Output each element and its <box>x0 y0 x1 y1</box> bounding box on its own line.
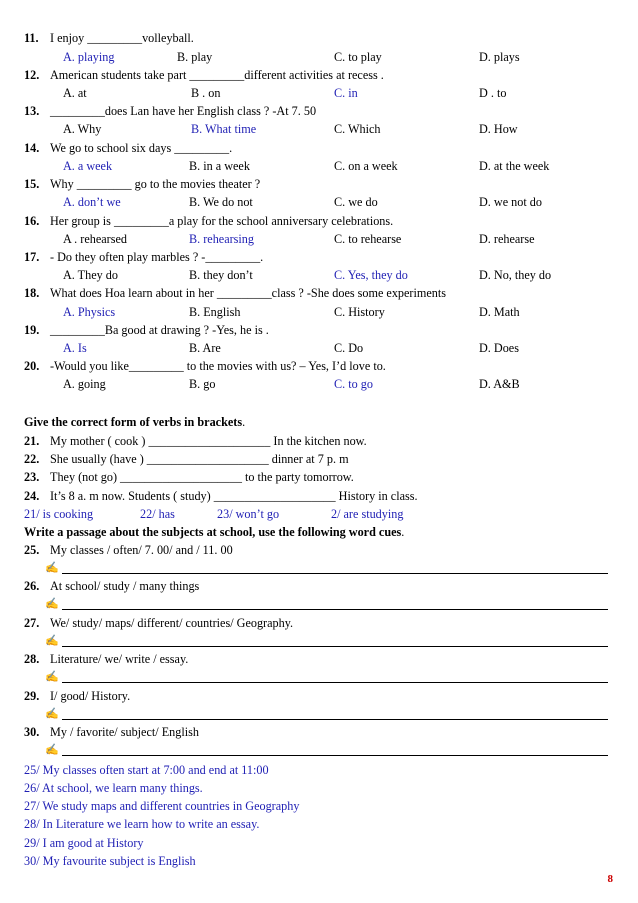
verb-item-row <box>0 453 638 469</box>
question-row <box>0 287 638 303</box>
option-b: B. in a week <box>189 159 250 173</box>
option-b: B. they don’t <box>189 268 253 282</box>
options-row <box>0 378 638 394</box>
verb-answer: 21/ is cooking <box>24 507 94 521</box>
item-text: I/ good/ History. <box>50 689 131 703</box>
passage-item-row <box>0 726 638 742</box>
writing-line-row <box>0 599 638 615</box>
writing-hand-icon: ✍ <box>45 635 59 647</box>
question-text: What does Hoa learn about in her _________class ? -She does some experiments <box>50 286 446 300</box>
item-text: At school/ study / many things <box>50 579 200 593</box>
passage-answer: 25/ My classes often start at 7:00 and end at 11:00 <box>24 763 269 777</box>
question-text: Her group is _________a play for the school anniversary celebrations. <box>50 214 394 228</box>
writing-line-row <box>0 563 638 579</box>
writing-line-row <box>0 709 638 725</box>
item-text: It’s 8 a. m now. Students ( study) ____________________ History in class. <box>50 489 418 503</box>
option-b: B . on <box>191 86 221 100</box>
option-c: C. in <box>334 86 358 100</box>
question-row <box>0 142 638 158</box>
section-heading <box>0 526 638 542</box>
item-number: 28. <box>24 652 40 666</box>
question-row <box>0 32 638 48</box>
option-d: D . to <box>479 86 507 100</box>
title-period: . <box>242 415 246 429</box>
question-text: _________does Lan have her English class ? -At 7. 50 <box>50 104 317 118</box>
passage-answer: 28/ In Literature we learn how to write an essay. <box>24 817 260 831</box>
question-text: I enjoy _________volleyball. <box>50 31 194 45</box>
option-a: A. don’t we <box>63 195 121 209</box>
option-c: C. to go <box>334 377 373 391</box>
item-text: My / favorite/ subject/ English <box>50 725 199 739</box>
option-d: D. No, they do <box>479 268 552 282</box>
option-b: B. go <box>189 377 216 391</box>
item-text: Literature/ we/ write / essay. <box>50 652 189 666</box>
question-row <box>0 324 638 340</box>
verb-item-row <box>0 435 638 451</box>
verbs-section-title: Give the correct form of verbs in brackets <box>24 415 243 429</box>
item-text: They (not go) ____________________ to the party tomorrow. <box>50 470 354 484</box>
item-number: 30. <box>24 725 40 739</box>
option-c: C. to rehearse <box>334 232 402 246</box>
question-number: 12. <box>24 68 40 82</box>
verb-answers-row <box>0 508 638 524</box>
answer-blank-line[interactable] <box>62 709 608 720</box>
option-d: D. at the week <box>479 159 550 173</box>
question-row <box>0 178 638 194</box>
option-a: A. going <box>63 377 106 391</box>
option-a: A . rehearsed <box>63 232 127 246</box>
option-c: C. to play <box>334 50 382 64</box>
question-text: -Would you like_________ to the movies with us? – Yes, I’d love to. <box>50 359 386 373</box>
question-number: 16. <box>24 214 40 228</box>
passage-item-row <box>0 617 638 633</box>
options-row <box>0 233 638 249</box>
item-number: 23. <box>24 470 40 484</box>
option-a: A. Physics <box>63 305 116 319</box>
option-a: A. Why <box>63 122 102 136</box>
passage-answer: 26/ At school, we learn many things. <box>24 781 203 795</box>
question-number: 13. <box>24 104 40 118</box>
option-c: C. we do <box>334 195 378 209</box>
writing-line-row <box>0 745 638 761</box>
writing-hand-icon: ✍ <box>45 598 59 610</box>
option-a: A. playing <box>63 50 115 64</box>
option-d: D. we not do <box>479 195 542 209</box>
option-d: D. rehearse <box>479 232 535 246</box>
passage-answer: 30/ My favourite subject is English <box>24 854 196 868</box>
passage-item-row <box>0 690 638 706</box>
question-text: We go to school six days _________. <box>50 141 233 155</box>
options-row <box>0 342 638 358</box>
item-text: We/ study/ maps/ different/ countries/ Geography. <box>50 616 294 630</box>
passage-item-row <box>0 544 638 560</box>
passage-answer: 27/ We study maps and different countries in Geography <box>24 799 300 813</box>
options-row <box>0 51 638 67</box>
question-number: 18. <box>24 286 40 300</box>
option-b: B. What time <box>191 122 257 136</box>
question-row <box>0 105 638 121</box>
question-text: - Do they often play marbles ? -_________. <box>50 250 264 264</box>
question-row <box>0 251 638 267</box>
title-period: . <box>401 525 405 539</box>
item-text: She usually (have ) ____________________ dinner at 7 p. m <box>50 452 349 466</box>
answer-blank-line[interactable] <box>62 563 608 574</box>
passage-item-row <box>0 580 638 596</box>
question-row <box>0 215 638 231</box>
option-c: C. History <box>334 305 385 319</box>
option-b: B. English <box>189 305 241 319</box>
verb-answer: 22/ has <box>140 507 175 521</box>
option-d: D. A&B <box>479 377 520 391</box>
answer-blank-line[interactable] <box>62 745 608 756</box>
item-number: 21. <box>24 434 40 448</box>
item-number: 22. <box>24 452 40 466</box>
writing-hand-icon: ✍ <box>45 708 59 720</box>
options-row <box>0 123 638 139</box>
question-number: 17. <box>24 250 40 264</box>
option-b: B. rehearsing <box>189 232 254 246</box>
passage-item-row <box>0 653 638 669</box>
answer-blank-line[interactable] <box>62 599 608 610</box>
options-row <box>0 196 638 212</box>
question-number: 11. <box>24 31 39 45</box>
options-row <box>0 269 638 285</box>
passage-answer: 29/ I am good at History <box>24 836 144 850</box>
page-number: 8 <box>607 873 613 885</box>
writing-hand-icon: ✍ <box>45 562 59 574</box>
verb-answer: 23/ won’t go <box>217 507 280 521</box>
passage-section-title: Write a passage about the subjects at school, use the following word cues <box>24 525 402 539</box>
option-a: A. at <box>63 86 87 100</box>
answer-blank-line[interactable] <box>62 672 608 683</box>
question-number: 19. <box>24 323 40 337</box>
question-number: 15. <box>24 177 40 191</box>
verb-item-row <box>0 471 638 487</box>
question-row <box>0 69 638 85</box>
item-text: My classes / often/ 7. 00/ and / 11. 00 <box>50 543 233 557</box>
question-number: 14. <box>24 141 40 155</box>
option-d: D. plays <box>479 50 520 64</box>
answer-blank-line[interactable] <box>62 636 608 647</box>
option-c: C. Which <box>334 122 381 136</box>
item-number: 26. <box>24 579 40 593</box>
question-row <box>0 360 638 376</box>
question-number: 20. <box>24 359 40 373</box>
option-a: A. a week <box>63 159 113 173</box>
item-text: My mother ( cook ) ____________________ In the kitchen now. <box>50 434 367 448</box>
item-number: 25. <box>24 543 40 557</box>
option-c: C. Do <box>334 341 364 355</box>
verb-answer: 2/ are studying <box>331 507 404 521</box>
item-number: 24. <box>24 489 40 503</box>
writing-hand-icon: ✍ <box>45 671 59 683</box>
writing-hand-icon: ✍ <box>45 744 59 756</box>
options-row <box>0 87 638 103</box>
question-text: Why _________ go to the movies theater ? <box>50 177 261 191</box>
question-text: American students take part _________different activities at recess . <box>50 68 384 82</box>
item-number: 27. <box>24 616 40 630</box>
option-b: B. play <box>177 50 213 64</box>
verb-item-row <box>0 490 638 506</box>
option-d: D. How <box>479 122 518 136</box>
writing-line-row <box>0 636 638 652</box>
option-d: D. Does <box>479 341 519 355</box>
option-a: A. Is <box>63 341 87 355</box>
section-heading <box>0 416 638 432</box>
item-number: 29. <box>24 689 40 703</box>
option-c: C. Yes, they do <box>334 268 408 282</box>
option-b: B. Are <box>189 341 221 355</box>
question-text: _________Ba good at drawing ? -Yes, he is . <box>50 323 269 337</box>
option-d: D. Math <box>479 305 520 319</box>
writing-line-row <box>0 672 638 688</box>
option-c: C. on a week <box>334 159 398 173</box>
options-row <box>0 160 638 176</box>
option-b: B. We do not <box>189 195 253 209</box>
options-row <box>0 306 638 322</box>
option-a: A. They do <box>63 268 118 282</box>
